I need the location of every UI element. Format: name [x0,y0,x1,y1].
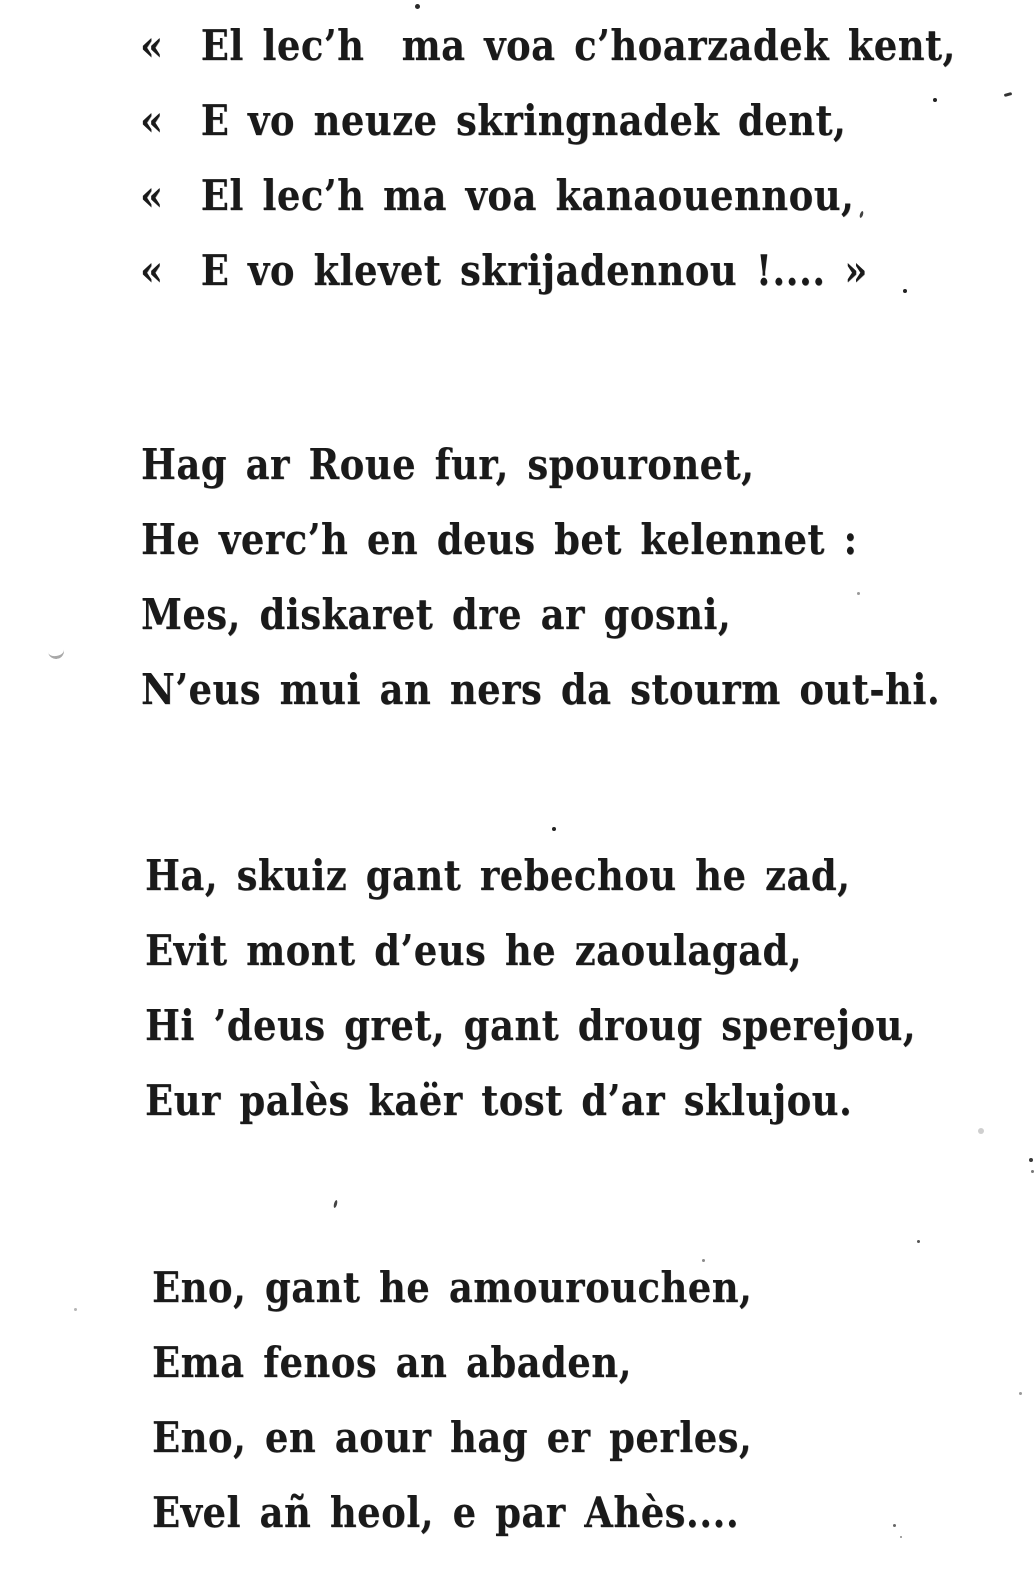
ink-speck [1031,1170,1034,1173]
verse-line: « E vo neuze skringnadek dent, [140,96,847,145]
ink-speck [552,827,556,831]
verse-line: Evit mont d’eus he zaoulagad, [145,926,803,975]
ink-speck [893,1524,896,1527]
ink-speck [857,592,860,595]
verse-line: Eur palès kaër tost d’ar sklujou. [145,1076,853,1125]
ink-speck [702,1259,705,1262]
verse-line: Ha, skuiz gant rebechou he zad, [145,851,851,900]
ink-speck [415,4,420,9]
ink-speck [933,98,937,102]
ink-speck [917,1240,920,1243]
verse-line: He verc’h en deus bet kelennet : [141,515,858,564]
stanza-3 [145,838,1021,1138]
ink-speck [1019,1392,1022,1395]
stanza-2 [141,427,1036,727]
verse-line: N’eus mui an ners da stourm out-hi. [141,665,941,714]
verse-line: Mes, diskaret dre ar gosni, [141,590,732,639]
verse-line: Hag ar Roue fur, spouronet, [141,440,755,489]
stanza-4 [152,1250,834,1550]
verse-line: « El lec’h ma voa c’hoarzadek kent, [140,21,956,70]
verse-line: « El lec’h ma voa kanaouennou, [140,171,855,220]
smudge-mark [47,642,66,661]
ink-speck [900,1536,902,1538]
ink-speck [333,1200,338,1209]
verse-line: « E vo klevet skrijadennou !.... » [140,246,868,295]
verse-line: Hi ’deus gret, gant droug sperejou, [145,1001,917,1050]
verse-line: Eno, en aour hag er perles, [152,1413,753,1462]
verse-line: Evel añ heol, e par Ahès.... [152,1488,740,1537]
verse-line: Ema fenos an abaden, [152,1338,632,1387]
ink-speck [74,1308,77,1311]
ink-speck [1029,1158,1033,1162]
verse-line: Eno, gant he amourouchen, [152,1263,753,1312]
ink-speck [978,1128,984,1134]
ink-speck [903,289,907,293]
stanza-1 [140,8,1036,308]
